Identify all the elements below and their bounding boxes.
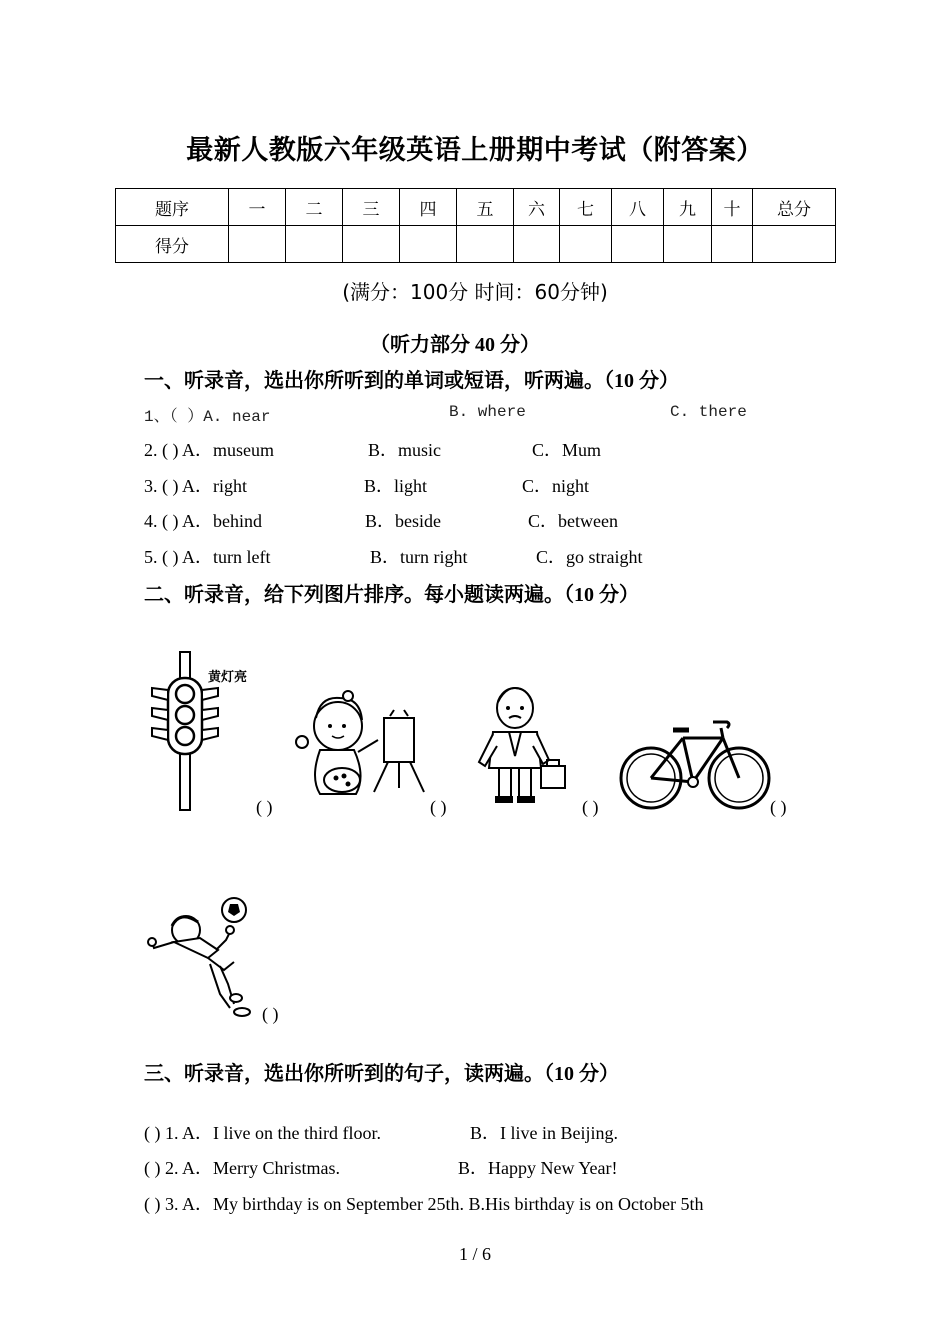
score-input-cell[interactable] — [560, 226, 612, 263]
boy-football-icon — [146, 894, 258, 1020]
table-cell: 一 — [229, 189, 286, 226]
s1-q5-c: C．go straight — [536, 547, 643, 567]
s1-q2-c: C．Mum — [532, 440, 602, 460]
traffic-light-label: 黄灯亮 — [208, 670, 248, 685]
s1-q5-a: 5. ( ) A．turn left — [144, 547, 271, 567]
s1-q4-b: B．beside — [365, 511, 441, 531]
score-input-cell[interactable] — [343, 226, 400, 263]
table-cell: 九 — [664, 189, 712, 226]
businessman-picture — [475, 686, 571, 806]
answer-paren-4[interactable]: ( ) — [770, 797, 787, 817]
answer-paren-3[interactable]: ( ) — [582, 797, 599, 817]
score-input-cell[interactable] — [664, 226, 712, 263]
s3-q2-b: B．Happy New Year! — [458, 1158, 618, 1178]
s1-q1-a: 1、（ ）A. near — [144, 408, 271, 426]
score-input-cell[interactable] — [514, 226, 560, 263]
listening-part-heading: （听力部分 40 分） — [370, 334, 540, 356]
score-input-cell[interactable] — [612, 226, 664, 263]
girl-painting-picture — [290, 688, 430, 803]
table-cell: 十 — [712, 189, 753, 226]
s1-q3-a: 3. ( ) A．right — [144, 476, 247, 496]
girl-painting-icon — [290, 688, 430, 803]
table-cell: 七 — [560, 189, 612, 226]
score-input-cell[interactable] — [712, 226, 753, 263]
s1-q4-a: 4. ( ) A．behind — [144, 511, 262, 531]
score-table — [115, 188, 836, 263]
score-table-score-row — [116, 226, 836, 263]
answer-paren-1[interactable]: ( ) — [256, 797, 273, 817]
s3-q1-a: ( ) 1. A．I live on the third floor. — [144, 1123, 381, 1143]
bicycle-icon — [617, 716, 773, 812]
table-cell: 二 — [286, 189, 343, 226]
s1-q2-a: 2. ( ) A．museum — [144, 440, 274, 460]
page-title: 最新人教版六年级英语上册期中考试（附答案） — [186, 135, 764, 166]
table-cell: 四 — [400, 189, 457, 226]
table-cell: 五 — [457, 189, 514, 226]
answer-paren-5[interactable]: ( ) — [262, 1004, 279, 1024]
s1-q2-b: B．music — [368, 440, 442, 460]
answer-paren-2[interactable]: ( ) — [430, 797, 447, 817]
table-cell: 题序 — [116, 189, 229, 226]
exam-info: (满分：100分 时间：60分钟) — [342, 280, 608, 304]
bicycle-picture — [617, 716, 773, 812]
s1-q3-c: C．night — [522, 476, 590, 496]
table-cell: 三 — [343, 189, 400, 226]
table-cell: 八 — [612, 189, 664, 226]
boy-football-picture — [146, 894, 258, 1020]
businessman-icon — [475, 686, 571, 806]
s3-q2-a: ( ) 2. A．Merry Christmas. — [144, 1158, 340, 1178]
s3-q3-a: ( ) 3. A．My birthday is on September 25th. B.His birthday is on October 5th — [144, 1194, 704, 1214]
score-input-cell[interactable] — [229, 226, 286, 263]
section1-heading: 一、听录音，选出你所听到的单词或短语，听两遍。（10 分） — [144, 370, 679, 392]
s1-q5-b: B．turn right — [370, 547, 468, 567]
table-cell: 六 — [514, 189, 560, 226]
s1-q4-c: C．between — [528, 511, 618, 531]
s1-q1-c: C. there — [670, 403, 747, 421]
table-cell: 总分 — [753, 189, 836, 226]
page-number: 1 / 6 — [458, 1244, 491, 1264]
s3-q1-b: B．I live in Beijing. — [470, 1123, 618, 1143]
score-input-cell[interactable] — [286, 226, 343, 263]
table-cell: 得分 — [116, 226, 229, 263]
s1-q1-b: B. where — [449, 403, 526, 421]
s1-q3-b: B．light — [364, 476, 428, 496]
score-input-cell[interactable] — [457, 226, 514, 263]
score-input-cell[interactable] — [753, 226, 836, 263]
score-table-header-row — [116, 189, 836, 226]
section2-heading: 二、听录音，给下列图片排序。每小题读两遍。（10 分） — [144, 584, 639, 606]
score-input-cell[interactable] — [400, 226, 457, 263]
section3-heading: 三、听录音，选出你所听到的句子，读两遍。（10 分） — [144, 1063, 619, 1085]
